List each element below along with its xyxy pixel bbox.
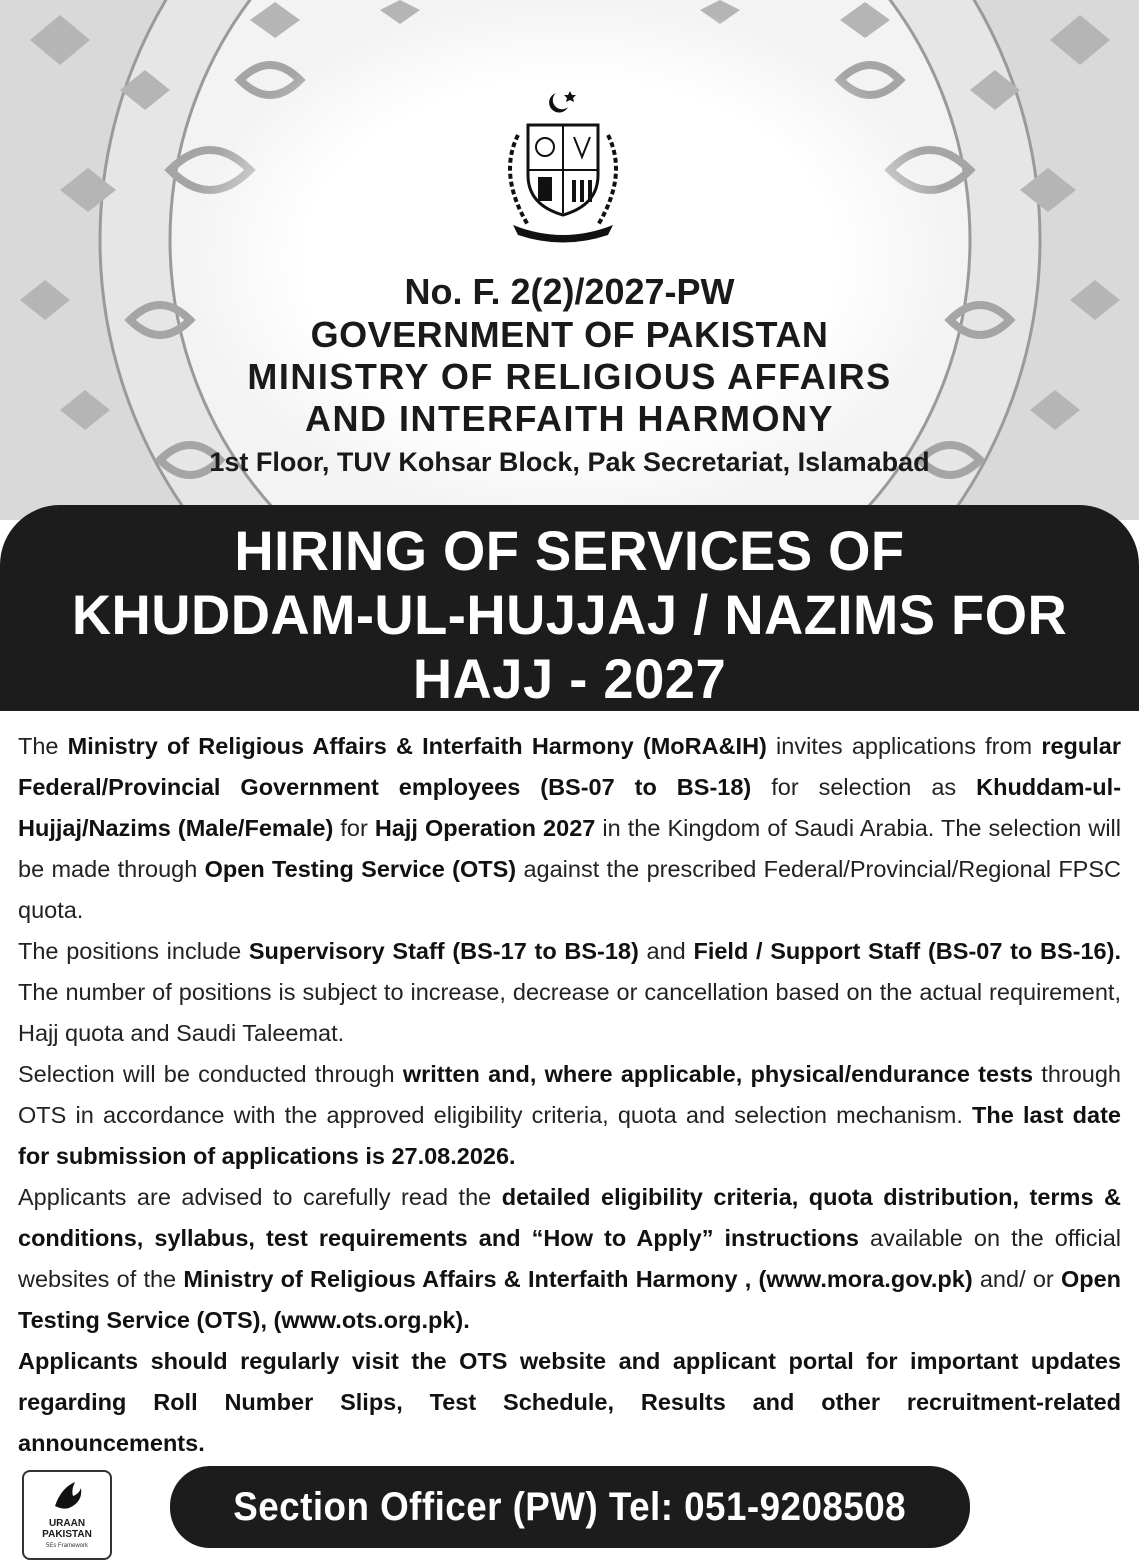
uraan-pakistan-logo [22,1470,112,1560]
logo-line2: PAKISTAN [42,1529,92,1540]
headline-line1: HIRING OF SERVICES OF [234,519,905,582]
paragraph-selection: Selection will be conducted through written and, where applicable, physical/endurance tests through OTS in accordance with the approved eligibility criteria, quota and selection mechanism. The last date for submission of applications is 27.08.2026. [18,1061,1121,1169]
reference-number: No. F. 2(2)/2027-PW [404,271,735,312]
logo-tagline: 5Es Framework [45,1543,88,1549]
headline-line3: HAJJ - 2027 [412,647,727,710]
ministry-title-line1: MINISTRY OF RELIGIOUS AFFAIRS [247,356,892,397]
contact-text: Section Officer (PW) Tel: 051-9208508 [233,1485,907,1529]
government-emblem [488,85,638,245]
ministry-title-line2: AND INTERFAITH HARMONY [305,398,834,439]
logo-line1: URAAN [48,1518,86,1529]
document-header [0,270,1139,480]
advertisement-body [18,726,1121,1464]
contact-bar [170,1466,970,1548]
bird-icon [47,1476,87,1516]
paragraph-positions: The positions include Supervisory Staff (BS-17 to BS-18) and Field / Support Staff (BS-07 to BS-16). The number of positions is subject to increase, decrease or cancellation based on the actual requirement, Hajj quota and Saudi Taleemat. [18,938,1121,1046]
paragraph-updates: Applicants should regularly visit the OTS website and applicant portal for important updates regarding Roll Number Slips, Test Schedule, Results and other recruitment-related announcements. [18,1348,1121,1456]
headline-banner [0,505,1139,711]
headline-line2: KHUDDAM-UL-HUJJAJ / NAZIMS FOR [71,583,1068,646]
paragraph-instructions: Applicants are advised to carefully read the detailed eligibility criteria, quota distribution, terms & conditions, syllabus, test requirements and “How to Apply” instructions available on the official websites of the Ministry of Religious Affairs & Interfaith Harmony , (www.mora.gov.pk) and/ or Open Testing Service (OTS), (www.ots.org.pk). [18,1184,1121,1333]
government-title: GOVERNMENT OF PAKISTAN [310,314,829,355]
ministry-address: 1st Floor, TUV Kohsar Block, Pak Secretariat, Islamabad [209,447,930,477]
paragraph-invitation: The Ministry of Religious Affairs & Interfaith Harmony (MoRA&IH) invites applications from regular Federal/Provincial Government employees (BS-07 to BS-18) for selection as Khuddam-ul-Hujjaj/Nazims (Male/Female) for Hajj Operation 2027 in the Kingdom of Saudi Arabia. The selection will be made through Open Testing Service (OTS) against the prescribed Federal/Provincial/Regional FPSC quota. [18,733,1122,923]
